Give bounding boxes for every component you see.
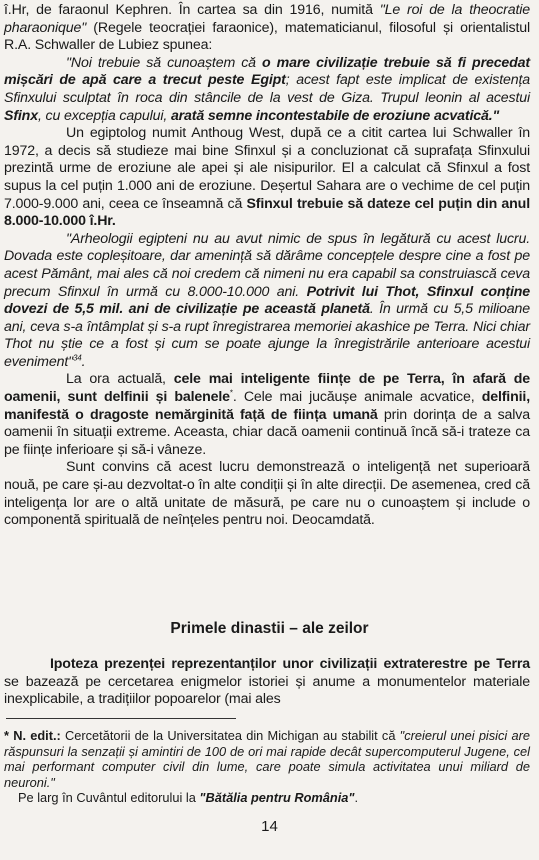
footnote-divider (6, 718, 236, 719)
paragraph-hypothesis: Ipoteza prezenței reprezentanților unor civilizații extraterestre pe Terra se bazează pe cercetarea enigmelor istoriei și anume a monumentelor materiale inexplicabile, a tradițiilor popoarelor (mai ales (4, 656, 530, 708)
paragraph-intelligence: Sunt convins că acest lucru demonstrează o inteligență net superioară nouă, pe care și-au dezvoltat-o în alte condiții și în alte direcții. De asemenea, cred că inteligența lor are o altă unitate de măsură, pe care nu o cunoaștem și include o componentă spirituală de neînțeles pentru noi. Deocamdată. (4, 459, 530, 529)
paragraph-dolphins: La ora actuală, cele mai inteligente ființe de pe Terra, în afară de oamenii, sunt delfinii și balenele*. Cele mai jucăușe animale acvatice, delfinii, manifestă o dragoste nemărginită față de ființa umană prin dorința de a salva oamenii în situații extreme. Aceasta, chiar dacă oamenii continuă încă să-i trateze ca pe ființe inferioare și să-i vâneze. (4, 371, 530, 458)
paragraph-intro: î.Hr, de faraonul Kephren. În cartea sa din 1916, numită "Le roi de la theocratie pharaonique" (Regele teocrației faraonice), matematicianul, filosoful și orientalistul R.A. Schwaller de Lubiez spunea: (4, 2, 530, 54)
quote-schwaller: "Noi trebuie să cunoaștem că o mare civilizație trebuie să fi precedat mișcări de apă care a trecut peste Egipt; acest fapt este implicat de existența Sfinxului sculptat în roca din stâncile de la vest de Giza. Trupul leonin al acestui Sfinx, cu excepția capului, arată semne incontestabile de eroziune acvatică." (4, 54, 531, 124)
section-text-column (4, 656, 530, 709)
paragraph-west: Un egiptolog numit Anthoug West, după ce a citit cartea lui Schwaller în 1972, a decis să studieze mai bine Sfinxul și a concluzionat că suprafața Sfinxului prezintă urme de eroziune ale apei și ale nisipurilor. El a calculat că Sfinxul a fost supus la cel puțin 1.000 ani de eroziune. Deșertul Sahara are o vechime de cel puțin 7.000-9.000 ani, ceea ce înseamnă că Sfinxul trebuie să dateze cel puțin din anul 8.000-10.000 î.Hr. (4, 125, 530, 230)
section-heading: Primele dinastii – ale zeilor (170, 620, 369, 637)
book-title: "Le roi de la theocratie pharaonique" (4, 2, 530, 36)
footnote-ref-star: * (229, 388, 233, 398)
main-text-column (4, 2, 530, 530)
footnote-reference: Pe larg în Cuvântul editorului la "Bătălia pentru România". (18, 790, 359, 806)
page-number: 14 (261, 818, 278, 835)
footnote-ref-34: 34 (73, 353, 82, 363)
footnotes (4, 728, 530, 806)
quote-thot: "Arheologii egipteni nu au avut nimic de spus în legătură cu acest lucru. Dovada este copleșitoare, dar amenință să dărâme concepțele despre cine a fost pe acest Pământ, mai ales că noi credem că nimeni nu era capabil sa construiască ceva precum Sfinxul în urmă cu 8.000-10.000 ani. Potrivit lui Thot, Sfinxul conține dovezi de 5,5 mil. ani de civilizație pe această planetă. În urmă cu 5,5 milioane ani, ceva s-a întâmplat și s-a rupt înregistrarea memoriei akashice pe Terra. Nici chiar Thot nu știe ce a fost și cum se poate ajunge la înregistrările anterioare acestui eveniment"$^{34}$. (4, 230, 530, 370)
footnote-editor: * N. edit.: Cercetătorii de la Universitatea din Michigan au stabilit că "creierul unei pisici are răspunsuri la senzații și amintiri de 100 de ori mai rapide decât supercomputerul Jugene, cel mai performant computer civil din lume, care poate simula activitatea unui miliard de neuroni." (4, 728, 530, 790)
